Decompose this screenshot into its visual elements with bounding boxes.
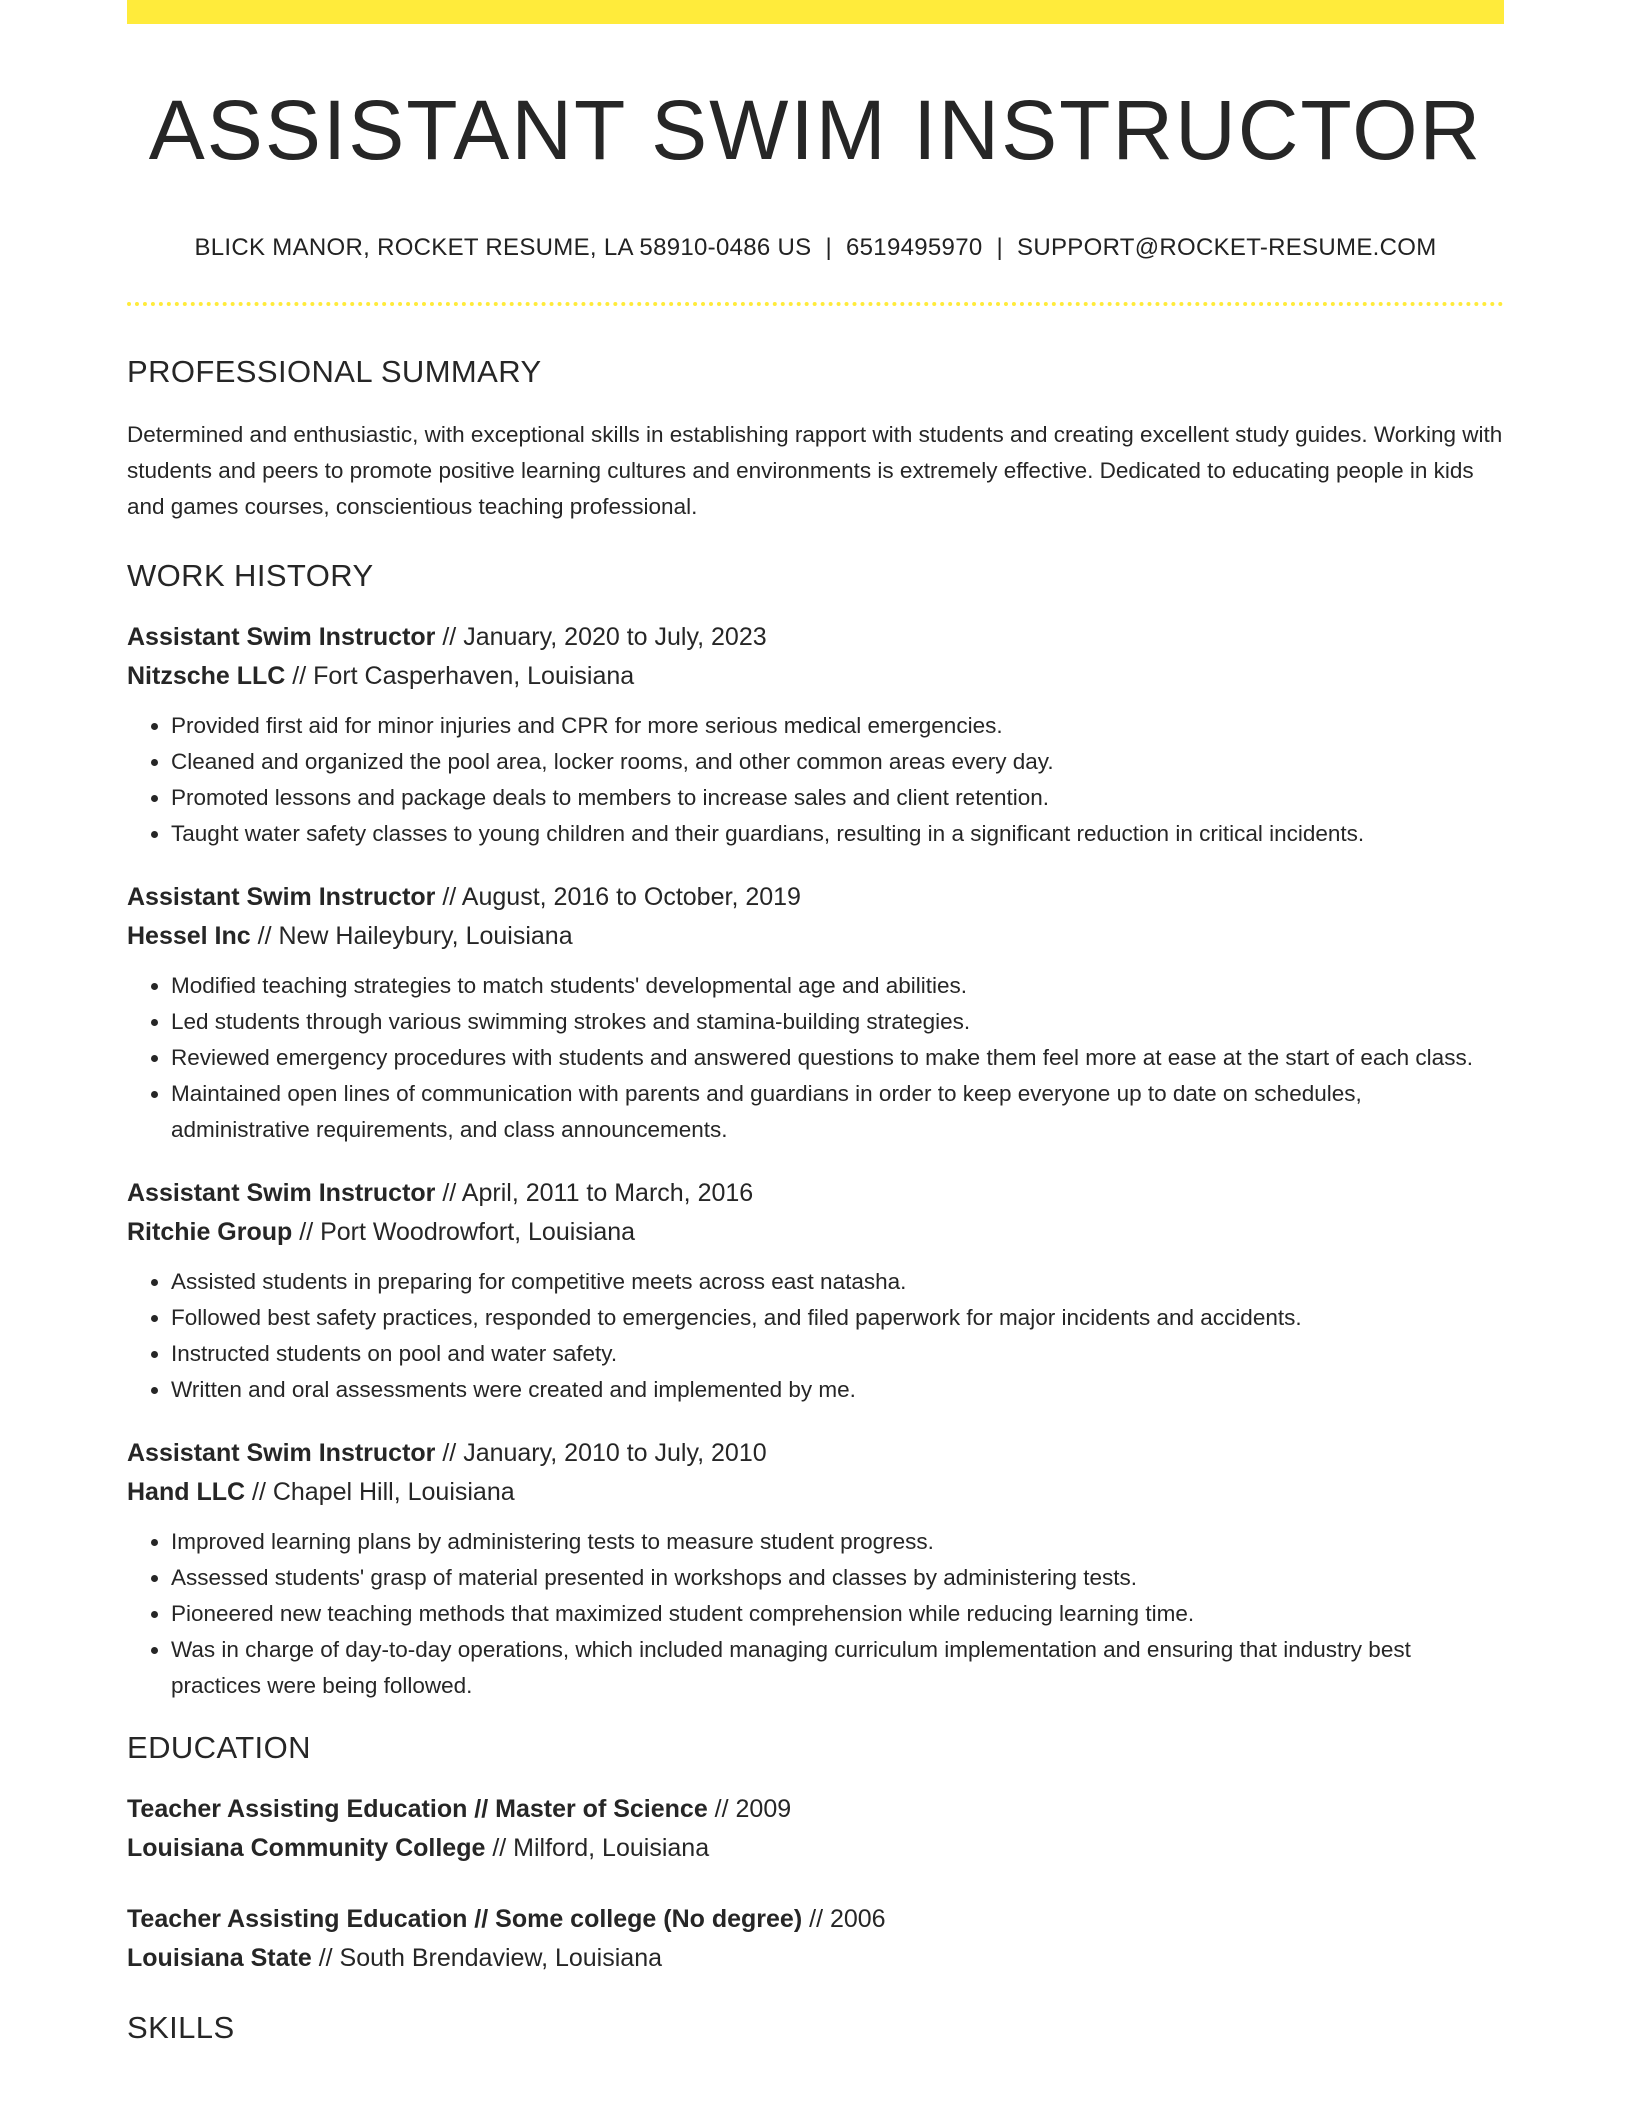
- job-bullet: • Taught water safety classes to young children and their guardians, resulting in a significant reduction in critical incidents.: [171, 816, 1504, 852]
- company-line: [127, 657, 1504, 696]
- job-bullet: • Improved learning plans by administering tests to measure student progress.: [171, 1524, 1504, 1560]
- resume-title: ASSISTANT SWIM INSTRUCTOR: [148, 83, 1483, 177]
- job-title-line: [127, 618, 1504, 657]
- job-dates: // April, 2011 to March, 2016: [435, 1179, 754, 1208]
- company-name: Nitzsche LLC: [127, 662, 286, 691]
- job-bullet: • Modified teaching strategies to match students' developmental age and abilities.: [171, 968, 1504, 1004]
- degree-line: [127, 1790, 1504, 1829]
- job-bullet: • Provided first aid for minor injuries and CPR for more serious medical emergencies.: [171, 708, 1504, 744]
- company-name: Ritchie Group: [127, 1218, 293, 1247]
- job-bullet: • Was in charge of day-to-day operations, which included managing curriculum implementation and ensuring that industry best practices were being followed.: [171, 1632, 1504, 1704]
- job-dates: // January, 2010 to July, 2010: [435, 1439, 767, 1468]
- job-bullet: • Instructed students on pool and water safety.: [171, 1336, 1504, 1372]
- work-history-heading: WORK HISTORY: [127, 558, 374, 594]
- job-title: Assistant Swim Instructor: [127, 1439, 436, 1468]
- school-name: Louisiana Community College: [127, 1834, 486, 1863]
- contact-line: [127, 234, 1504, 262]
- degree-name: Teacher Assisting Education // Master of Science: [127, 1795, 708, 1824]
- company-line: [127, 1213, 1504, 1252]
- summary-text: Determined and enthusiastic, with exceptional skills in establishing rapport with students and creating excellent study guides. Working with students and peers to promote positive learning cultures and environments is extremely effective. Dedicated to educating people in kids and games courses, conscientious teaching professional.: [127, 422, 1503, 520]
- school-name: Louisiana State: [127, 1944, 312, 1973]
- education-entry: [127, 1900, 1504, 1978]
- school-line: [127, 1829, 1504, 1868]
- accent-top-bar: [127, 0, 1504, 24]
- job-bullet: • Promoted lessons and package deals to members to increase sales and client retention.: [171, 780, 1504, 816]
- job-bullet: • Assessed students' grasp of material presented in workshops and classes by administering tests.: [171, 1560, 1504, 1596]
- company-location: // Chapel Hill, Louisiana: [245, 1478, 515, 1507]
- job-bullets: [127, 968, 1504, 1148]
- degree-line: [127, 1900, 1504, 1939]
- job-bullet: • Led students through various swimming strokes and stamina-building strategies.: [171, 1004, 1504, 1040]
- company-line: [127, 1473, 1504, 1512]
- company-location: // Port Woodrowfort, Louisiana: [292, 1218, 636, 1247]
- job-title: Assistant Swim Instructor: [127, 1179, 436, 1208]
- job-bullet: • Cleaned and organized the pool area, locker rooms, and other common areas every day.: [171, 744, 1504, 780]
- job-title-line: [127, 878, 1504, 917]
- skills-heading: SKILLS: [127, 2010, 235, 2046]
- job-title-line: [127, 1174, 1504, 1213]
- job-bullets: [127, 1264, 1504, 1408]
- company-line: [127, 917, 1504, 956]
- education-entry: [127, 1790, 1504, 1868]
- education-heading: EDUCATION: [127, 1730, 311, 1766]
- company-name: Hand LLC: [127, 1478, 246, 1507]
- school-line: [127, 1939, 1504, 1978]
- job-title: Assistant Swim Instructor: [127, 623, 436, 652]
- degree-year: // 2009: [707, 1795, 792, 1824]
- job-title: Assistant Swim Instructor: [127, 883, 436, 912]
- job-bullet: • Followed best safety practices, responded to emergencies, and filed paperwork for major incidents and accidents.: [171, 1300, 1504, 1336]
- dotted-divider: [127, 302, 1504, 306]
- contact-separator: |: [825, 234, 833, 262]
- summary-heading: PROFESSIONAL SUMMARY: [127, 354, 542, 390]
- contact-phone: 6519495970: [846, 234, 983, 262]
- company-location: // Fort Casperhaven, Louisiana: [285, 662, 635, 691]
- company-location: // New Haileybury, Louisiana: [250, 922, 573, 951]
- job-bullet: • Reviewed emergency procedures with students and answered questions to make them feel more at ease at the start of each class.: [171, 1040, 1504, 1076]
- job-entry: [127, 878, 1504, 1148]
- job-bullets: [127, 1524, 1504, 1704]
- job-entry: [127, 1174, 1504, 1408]
- contact-address: BLICK MANOR, ROCKET RESUME, LA 58910-0486 US: [194, 234, 812, 262]
- job-bullet: • Maintained open lines of communication with parents and guardians in order to keep everyone up to date on schedules, administrative requirements, and class announcements.: [171, 1076, 1504, 1148]
- job-entry: [127, 618, 1504, 852]
- degree-name: Teacher Assisting Education // Some college (No degree): [127, 1905, 803, 1934]
- resume-page: [127, 0, 1504, 2046]
- job-title-line: [127, 1434, 1504, 1473]
- contact-separator: |: [996, 234, 1004, 262]
- job-bullet: • Written and oral assessments were created and implemented by me.: [171, 1372, 1504, 1408]
- school-location: // Milford, Louisiana: [485, 1834, 710, 1863]
- job-entry: [127, 1434, 1504, 1704]
- degree-year: // 2006: [802, 1905, 886, 1934]
- contact-email: SUPPORT@ROCKET-RESUME.COM: [1017, 234, 1437, 262]
- company-name: Hessel Inc: [127, 922, 251, 951]
- job-dates: // January, 2020 to July, 2023: [435, 623, 767, 652]
- job-bullets: [127, 708, 1504, 852]
- job-bullet: • Assisted students in preparing for competitive meets across east natasha.: [171, 1264, 1504, 1300]
- job-dates: // August, 2016 to October, 2019: [435, 883, 801, 912]
- job-bullet: • Pioneered new teaching methods that maximized student comprehension while reducing learning time.: [171, 1596, 1504, 1632]
- school-location: // South Brendaview, Louisiana: [311, 1944, 662, 1973]
